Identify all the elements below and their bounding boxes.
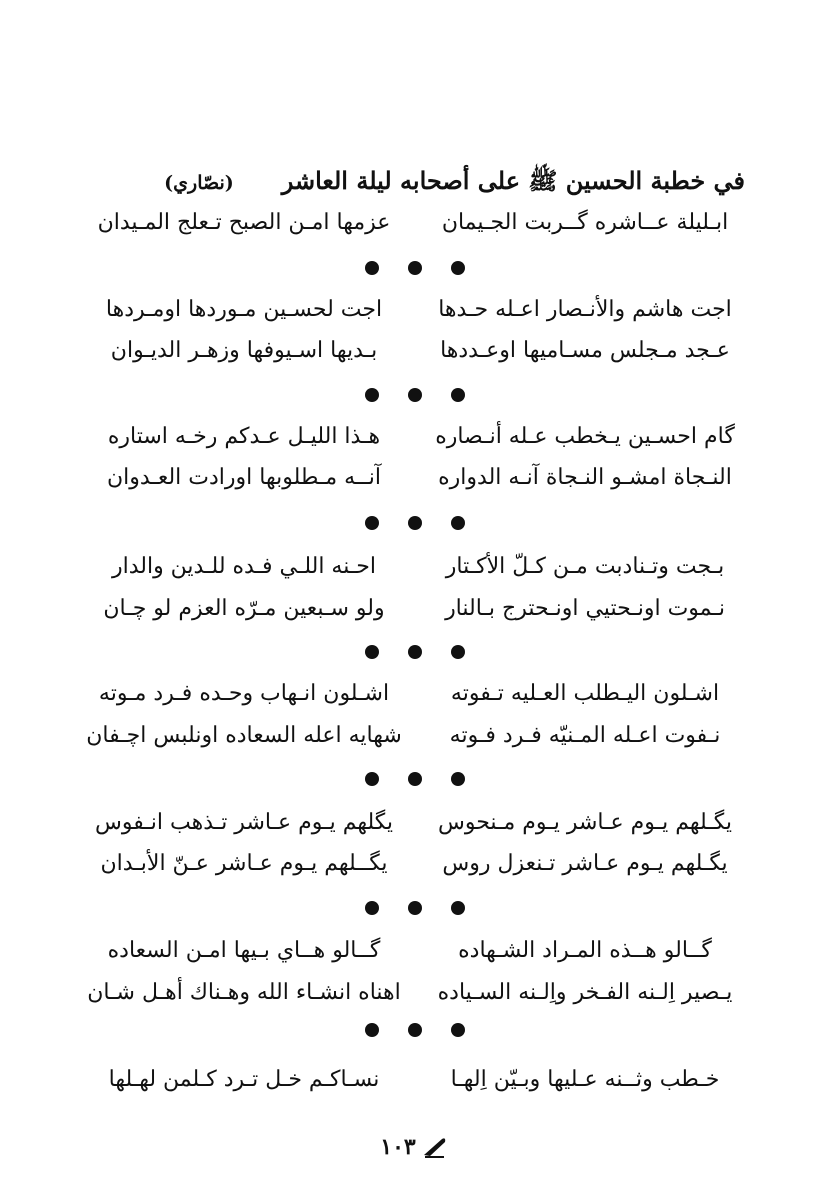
verse-second-hemistich: يگلهم يـوم عـاشر تـذهب انـفوس [94,809,394,835]
separator-dot [365,901,379,915]
stanza-separator [365,898,465,918]
verse-first-hemistich: نـفوت اعـله المـنيّه فـرد فـوته [449,722,721,748]
separator-dot [365,645,379,659]
separator-dot [451,772,465,786]
page-footer [364,1131,464,1163]
verse-second-hemistich: گــالو هــاي بـيها امـن السعاده [107,937,381,963]
separator-dot [451,516,465,530]
verse-line [84,843,745,883]
verse-second-hemistich: هـذا الليـل عـدكم رخـه استاره [107,423,381,449]
verse-first-hemistich: گام احسـين يـخطب عـله أنـصاره [435,423,735,449]
separator-dot [365,772,379,786]
poem-title: في خطبة الحسين ﷺ على أصحابه ليلة العاشر [281,165,745,195]
verse-second-hemistich: يگــلهم يـوم عـاشر عـنّ الأبـدان [100,850,388,876]
verse-second-hemistich: ولو سـبعين مـرّه العزم لو چـان [103,595,385,621]
verse-line [84,930,745,970]
verse-line [84,330,745,370]
verse-first-hemistich: اجت هاشم والأنـصار اعـله حـدها [438,296,732,322]
page-header [84,163,745,203]
verse-line [84,673,745,713]
separator-dot [365,261,379,275]
separator-dot [408,772,422,786]
verse-line [84,972,745,1012]
verse-second-hemistich: آنــه مـطلوبها اورادت العـدوان [106,464,382,490]
stanza-separator [365,1020,465,1040]
verse-line [84,202,745,242]
separator-dot [408,645,422,659]
verse-first-hemistich: يـصير اِلـنه الفـخر واِلـنه السـياده [437,979,733,1005]
poem-meter-tag: (نصّاري) [164,172,234,194]
separator-dot [408,1023,422,1037]
separator-dot [451,1023,465,1037]
verse-second-hemistich: عزمها امـن الصبح تـعلج المـيدان [97,209,391,235]
separator-dot [451,261,465,275]
separator-dot [408,516,422,530]
separator-dot [408,901,422,915]
verse-first-hemistich: اشـلون اليـطلب العـليه تـفوته [450,680,720,706]
verse-line [84,457,745,497]
verse-second-hemistich: اهناه انشـاء الله وهـناك أهـل شـان [87,979,401,1005]
verse-first-hemistich: ابـليلة عــاشره گــربت الجـيمان [441,209,729,235]
separator-dot [408,261,422,275]
separator-dot [365,516,379,530]
separator-dot [451,645,465,659]
quill-icon [422,1135,448,1159]
verse-second-hemistich: احـنه اللـي فـده للـدين والدار [111,553,377,579]
verse-second-hemistich: اشـلون انـهاب وحـده فـرد مـوته [98,680,390,706]
verse-line [84,715,745,755]
verse-first-hemistich: نـموت اونـحتيي اونـحترج بـالنار [445,595,725,621]
verse-first-hemistich: بـجت وتـنادبت مـن كـلّ الأكـتار [445,553,725,579]
stanza-separator [365,642,465,662]
stanza-separator [365,258,465,278]
verse-line [84,289,745,329]
verse-first-hemistich: عـجد مـجلس مسـاميها اوعـددها [440,337,730,363]
separator-dot [365,388,379,402]
verse-line [84,416,745,456]
stanza-separator [365,385,465,405]
separator-dot [451,901,465,915]
verse-line [84,588,745,628]
separator-dot [451,388,465,402]
verse-second-hemistich: بـديها اسـيوفها وزهـر الديـوان [110,337,378,363]
stanza-separator [365,769,465,789]
verse-first-hemistich: خـطب وثــنه عـليها وبـيّن اِلهـا [450,1066,720,1092]
verse-line [84,1059,745,1099]
verse-line [84,546,745,586]
stanza-separator [365,513,465,533]
verse-first-hemistich: يگـلهم يـوم عـاشر تـنعزل روس [442,850,728,876]
page-number: ١٠٣ [380,1134,416,1160]
separator-dot [365,1023,379,1037]
verse-second-hemistich: نسـاكـم خـل تـرد كـلمن لهـلها [108,1066,380,1092]
verse-line [84,802,745,842]
verse-first-hemistich: يگـلهم يـوم عـاشر يـوم مـنحوس [438,809,733,835]
verse-first-hemistich: گــالو هــذه المـراد الشـهاده [458,937,712,963]
separator-dot [408,388,422,402]
verse-first-hemistich: النـجاة امشـو النـجاة آنـه الدواره [438,464,732,490]
verse-second-hemistich: شهايه اعله السعاده اونلبس اچـفان [86,722,402,748]
verse-second-hemistich: اجت لحسـين مـوردها اومـردها [105,296,383,322]
